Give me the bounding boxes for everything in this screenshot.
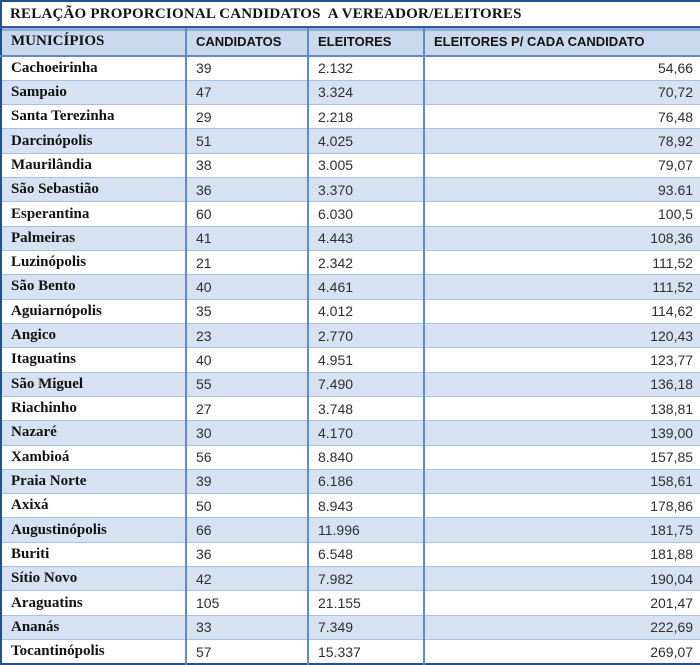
voters-cell: 4.951 (308, 348, 424, 372)
candidates-cell: 33 (186, 615, 308, 639)
table-row (1, 80, 700, 104)
table-row (1, 518, 700, 542)
table-row (1, 445, 700, 469)
title-row (1, 1, 700, 27)
ratio-cell: 157,85 (424, 445, 700, 469)
municipality-cell: Nazaré (1, 421, 186, 445)
voters-cell: 6.548 (308, 542, 424, 566)
table-row (1, 640, 700, 665)
table-row (1, 591, 700, 615)
municipality-cell: Araguatins (1, 591, 186, 615)
ratio-cell: 111,52 (424, 275, 700, 299)
ratio-cell: 139,00 (424, 421, 700, 445)
candidates-cell: 27 (186, 396, 308, 420)
ratio-cell: 136,18 (424, 372, 700, 396)
municipality-cell: Praia Norte (1, 469, 186, 493)
ratio-cell: 201,47 (424, 591, 700, 615)
ratio-cell: 123,77 (424, 348, 700, 372)
municipality-cell: Ananás (1, 615, 186, 639)
municipality-cell: Palmeiras (1, 226, 186, 250)
municipality-cell: Axixá (1, 494, 186, 518)
municipality-cell: Sampaio (1, 80, 186, 104)
table-row (1, 226, 700, 250)
ratio-cell: 120,43 (424, 323, 700, 347)
candidates-cell: 55 (186, 372, 308, 396)
table-row (1, 615, 700, 639)
voters-cell: 2.218 (308, 105, 424, 129)
ratio-cell: 190,04 (424, 567, 700, 591)
ratio-cell: 181,88 (424, 542, 700, 566)
voters-cell: 2.132 (308, 56, 424, 80)
candidates-cell: 42 (186, 567, 308, 591)
table-row (1, 202, 700, 226)
voters-cell: 7.349 (308, 615, 424, 639)
table-row (1, 469, 700, 493)
candidates-cell: 39 (186, 56, 308, 80)
voters-cell: 21.155 (308, 591, 424, 615)
table-row (1, 323, 700, 347)
table-body (1, 56, 700, 664)
candidates-cell: 51 (186, 129, 308, 153)
table-row (1, 421, 700, 445)
table-row (1, 348, 700, 372)
municipality-cell: Santa Terezinha (1, 105, 186, 129)
voters-cell: 3.748 (308, 396, 424, 420)
voters-cell: 3.324 (308, 80, 424, 104)
column-header-ratio: ELEITORES P/ CADA CANDIDATO (424, 27, 700, 56)
municipality-cell: Riachinho (1, 396, 186, 420)
ratio-cell: 78,92 (424, 129, 700, 153)
column-header-municipios: MUNICÍPIOS (1, 27, 186, 56)
ratio-cell: 111,52 (424, 251, 700, 275)
candidates-cell: 29 (186, 105, 308, 129)
table-row (1, 494, 700, 518)
table-row (1, 178, 700, 202)
voters-cell: 8.943 (308, 494, 424, 518)
table-header-row (1, 27, 700, 56)
municipality-cell: São Miguel (1, 372, 186, 396)
table-row (1, 275, 700, 299)
voters-cell: 6.186 (308, 469, 424, 493)
candidates-cell: 50 (186, 494, 308, 518)
voters-cell: 3.005 (308, 153, 424, 177)
ratio-cell: 269,07 (424, 640, 700, 665)
municipality-cell: Darcinópolis (1, 129, 186, 153)
candidates-cell: 39 (186, 469, 308, 493)
ratio-cell: 158,61 (424, 469, 700, 493)
municipality-cell: Itaguatins (1, 348, 186, 372)
page-title: RELAÇÃO PROPORCIONAL CANDIDATOS A VEREADOR/ELEITORES (1, 1, 700, 27)
table-row (1, 542, 700, 566)
table-row (1, 153, 700, 177)
candidates-cell: 40 (186, 348, 308, 372)
municipality-cell: Sítio Novo (1, 567, 186, 591)
voters-cell: 11.996 (308, 518, 424, 542)
table-row (1, 105, 700, 129)
municipality-cell: Angico (1, 323, 186, 347)
column-header-candidatos: CANDIDATOS (186, 27, 308, 56)
municipality-cell: Buriti (1, 542, 186, 566)
municipality-cell: Luzinópolis (1, 251, 186, 275)
voters-cell: 4.025 (308, 129, 424, 153)
municipality-cell: Tocantinópolis (1, 640, 186, 665)
voters-cell: 2.342 (308, 251, 424, 275)
ratio-cell: 70,72 (424, 80, 700, 104)
ratio-cell: 114,62 (424, 299, 700, 323)
candidates-cell: 30 (186, 421, 308, 445)
municipality-cell: Augustinópolis (1, 518, 186, 542)
ratio-cell: 138,81 (424, 396, 700, 420)
candidates-cell: 41 (186, 226, 308, 250)
candidates-cell: 105 (186, 591, 308, 615)
ratio-cell: 108,36 (424, 226, 700, 250)
voters-cell: 7.982 (308, 567, 424, 591)
ratio-cell: 178,86 (424, 494, 700, 518)
candidates-cell: 56 (186, 445, 308, 469)
candidates-cell: 35 (186, 299, 308, 323)
candidates-cell: 36 (186, 542, 308, 566)
candidates-cell: 38 (186, 153, 308, 177)
table-row (1, 251, 700, 275)
voters-cell: 4.012 (308, 299, 424, 323)
ratio-cell: 54,66 (424, 56, 700, 80)
table-row (1, 567, 700, 591)
municipality-cell: Maurilândia (1, 153, 186, 177)
candidates-cell: 23 (186, 323, 308, 347)
ratio-cell: 222,69 (424, 615, 700, 639)
voters-cell: 2.770 (308, 323, 424, 347)
voters-cell: 6.030 (308, 202, 424, 226)
candidates-cell: 57 (186, 640, 308, 665)
voters-cell: 7.490 (308, 372, 424, 396)
candidates-cell: 60 (186, 202, 308, 226)
table-row (1, 396, 700, 420)
candidates-cell: 40 (186, 275, 308, 299)
municipality-cell: Cachoeirinha (11, 59, 98, 76)
voters-cell: 8.840 (308, 445, 424, 469)
column-header-eleitores: ELEITORES (308, 27, 424, 56)
municipality-cell: Xambioá (1, 445, 186, 469)
table-row (1, 299, 700, 323)
ratio-cell: 100,5 (424, 202, 700, 226)
ratio-cell: 93.61 (424, 178, 700, 202)
candidates-cell: 21 (186, 251, 308, 275)
candidates-cell: 36 (186, 178, 308, 202)
municipality-cell: São Sebastião (1, 178, 186, 202)
table-row (1, 372, 700, 396)
candidates-cell: 66 (186, 518, 308, 542)
table-row (1, 129, 700, 153)
voters-cell: 4.443 (308, 226, 424, 250)
table-row (1, 56, 700, 80)
municipality-cell: São Bento (1, 275, 186, 299)
municipality-cell: Aguiarnópolis (1, 299, 186, 323)
voters-cell: 3.370 (308, 178, 424, 202)
voters-cell: 4.461 (308, 275, 424, 299)
voters-cell: 4.170 (308, 421, 424, 445)
municipality-cell: Esperantina (1, 202, 186, 226)
candidates-cell: 47 (186, 80, 308, 104)
voters-cell: 15.337 (308, 640, 424, 665)
ratio-cell: 181,75 (424, 518, 700, 542)
ratio-cell: 79,07 (424, 153, 700, 177)
ratio-cell: 76,48 (424, 105, 700, 129)
